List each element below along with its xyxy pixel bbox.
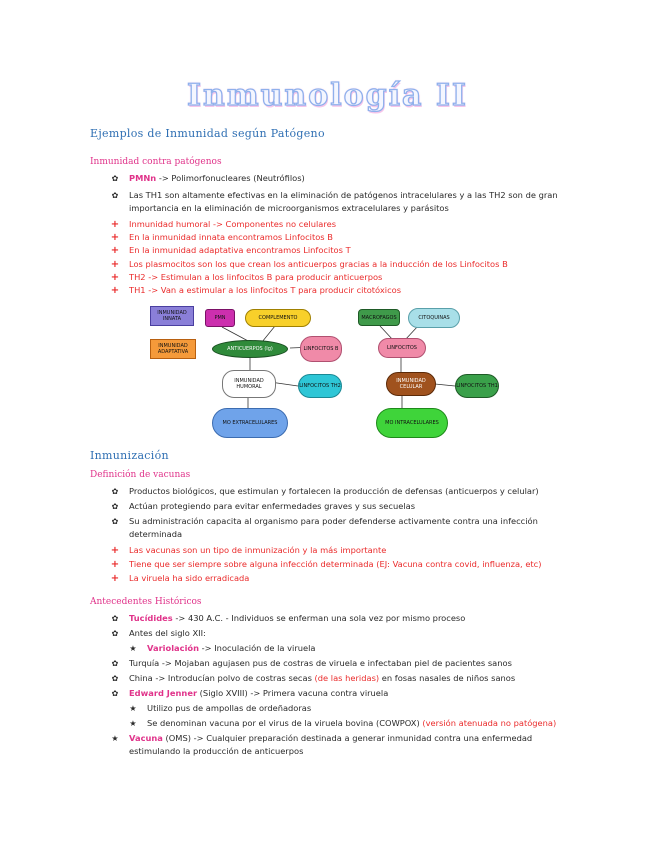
item-text: Las vacunas son un tipo de inmunización y la más importante — [129, 545, 387, 555]
node-extracelulares: MO EXTRACELULARES — [212, 408, 288, 438]
star-bullet-icon: ★ — [111, 734, 119, 743]
legend-innate: INMUNIDAD INNATA — [150, 306, 194, 326]
item-text-continued: en fosas nasales de niños sanos — [379, 673, 516, 683]
flower-bullet-icon: ✿ — [111, 674, 119, 683]
flower-bullet-icon: ✿ — [111, 502, 119, 511]
node-linfocitos: LINFOCITOS — [378, 338, 426, 358]
flower-bullet-icon: ✿ — [111, 659, 119, 668]
node-humoral: INMUNIDAD HUMORAL — [222, 370, 276, 398]
node-intracelulares: MO INTRACELULARES — [376, 408, 448, 438]
item-text: China -> Introducían polvo de costras secas — [129, 673, 315, 683]
item-text: (OMS) -> Cualquier preparación destinada a generar inmunidad contra una enfermedad estimulando la producción de anticuerpos — [129, 733, 533, 756]
item-note: (de las heridas) — [314, 673, 380, 683]
flower-bullet-icon: ✿ — [111, 191, 119, 200]
item-text: Turquía -> Mojaban agujasen pus de costras de viruela e infectaban piel de pacientes sanos — [129, 658, 512, 668]
item-text: En la inmunidad adaptativa encontramos Linfocitos T — [129, 245, 351, 255]
plus-bullet-icon: + — [110, 559, 120, 570]
plus-bullet-icon: + — [110, 272, 120, 283]
item-lead: Tucídides — [129, 613, 173, 623]
item-text: TH2 -> Estimulan a los linfocitos B para producir anticuerpos — [129, 272, 383, 282]
plus-bullet-icon: + — [110, 219, 120, 230]
plus-bullet-icon: + — [110, 245, 120, 256]
section2-heading: Inmunización — [90, 449, 169, 462]
plus-bullet-icon: + — [110, 232, 120, 243]
item-text: En la inmunidad innata encontramos Linfocitos B — [129, 232, 333, 242]
section1-subheading: Inmunidad contra patógenos — [90, 157, 222, 167]
flower-bullet-icon: ✿ — [111, 517, 119, 526]
node-citoquinas: CITOQUINAS — [408, 308, 460, 328]
node-celular: INMUNIDAD CELULAR — [386, 372, 436, 396]
node-macrofagos: MACROFAGOS — [358, 309, 400, 326]
flower-bullet-icon: ✿ — [111, 614, 119, 623]
section2-sub1: Definición de vacunas — [90, 470, 191, 480]
item-text: Su administración capacita al organismo para poder defenderse activamente contra una infección determinada — [129, 516, 538, 539]
plus-bullet-icon: + — [110, 285, 120, 296]
item-lead: Variolación — [147, 643, 200, 653]
flower-bullet-icon: ✿ — [111, 629, 119, 638]
flower-bullet-icon: ✿ — [111, 487, 119, 496]
flower-bullet-icon: ✿ — [111, 174, 119, 183]
item-text: Actúan protegiendo para evitar enfermedades graves y sus secuelas — [129, 501, 416, 511]
node-linfocitos-b: LINFOCITOS B — [300, 336, 342, 362]
star-bullet-icon: ★ — [129, 704, 137, 713]
item-lead: Edward Jenner — [129, 688, 198, 698]
item-lead: Vacuna — [129, 733, 163, 743]
item-text: Utilizo pus de ampollas de ordeñadoras — [147, 703, 312, 713]
item-text: TH1 -> Van a estimular a los linfocitos T para producir citotóxicos — [129, 285, 402, 295]
star-bullet-icon: ★ — [129, 719, 137, 728]
node-linfocitos-th2: LINFOCITOS TH2 — [298, 374, 342, 398]
legend-adaptive: INMUNIDAD ADAPTATIVA — [150, 339, 196, 359]
item-text: (Siglo XVIII) -> Primera vacuna contra viruela — [197, 688, 389, 698]
plus-bullet-icon: + — [110, 259, 120, 270]
section1-heading: Ejemplos de Inmunidad según Patógeno — [90, 127, 325, 140]
immunity-diagram — [150, 302, 530, 444]
item-note: (versión atenuada no patógena) — [422, 718, 557, 728]
item-text: -> 430 A.C. - Individuos se enferman una sola vez por mismo proceso — [172, 613, 466, 623]
plus-bullet-icon: + — [110, 573, 120, 584]
plus-bullet-icon: + — [110, 545, 120, 556]
item-text: La viruela ha sido erradicada — [129, 573, 250, 583]
node-complemento: COMPLEMENTO — [245, 309, 311, 327]
node-anticuerpos: ANTICUERPOS (Ig) — [212, 340, 288, 358]
flower-bullet-icon: ✿ — [111, 689, 119, 698]
item-text: Antes del siglo XII: — [129, 628, 206, 638]
page-title: Inmunología II — [187, 78, 468, 113]
node-pmn: PMN — [205, 309, 235, 327]
item-text: -> Polimorfonucleares (Neutrófilos) — [156, 173, 305, 183]
item-text: Los plasmocitos son los que crean los anticuerpos gracias a la inducción de los Linfocitos B — [129, 259, 508, 269]
item-text: Productos biológicos, que estimulan y fortalecen la producción de defensas (anticuerpos y celular) — [129, 486, 539, 496]
item-text: Tiene que ser siempre sobre alguna infección determinada (EJ: Vacuna contra covid, influenza, etc) — [129, 559, 542, 569]
item-text: Inmunidad humoral -> Componentes no celulares — [129, 219, 337, 229]
item-lead: PMNn — [129, 173, 157, 183]
item-text: Las TH1 son altamente efectivas en la eliminación de patógenos intracelulares y a las TH2 son de gran importancia en la eliminación de microorganismos extracelulares y parásitos — [129, 190, 558, 213]
item-text: Se denominan vacuna por el virus de la viruela bovina (COWPOX) — [147, 718, 423, 728]
item-text: -> Inoculación de la viruela — [199, 643, 316, 653]
star-bullet-icon: ★ — [129, 644, 137, 653]
section2-sub2: Antecedentes Históricos — [90, 597, 202, 607]
node-linfocitos-th1: LINFOCITOS TH1 — [455, 374, 499, 398]
